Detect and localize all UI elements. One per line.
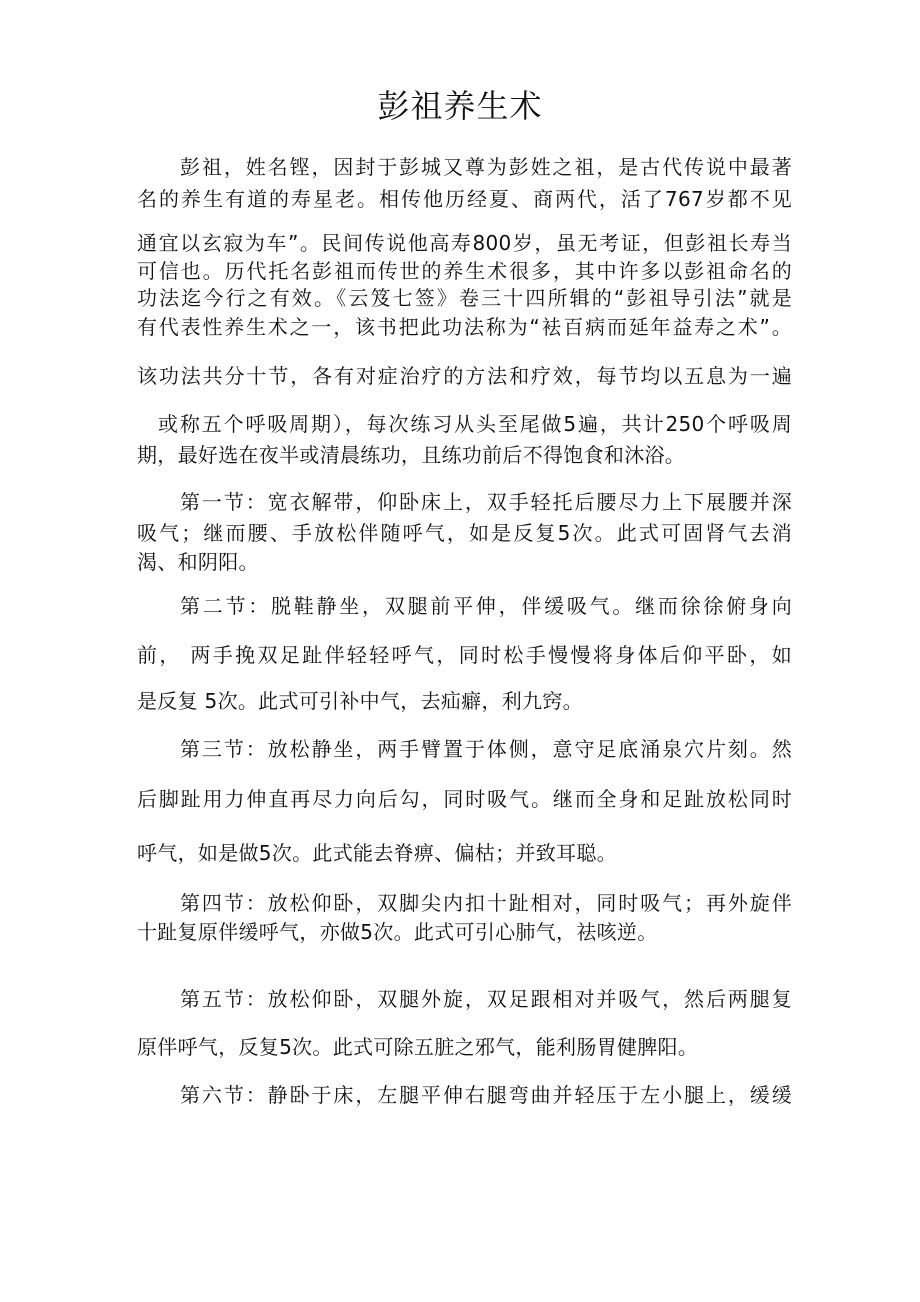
text-line: 通宜以玄寂为车”。民间传说他高寿800岁，虽无考证，但彭祖长寿当 bbox=[137, 231, 792, 255]
text-line: 是反复 5次。此式可引补中气，去疝癖，利九窍。 bbox=[137, 689, 583, 713]
text-line: 前， 两手挽双足趾伴轻轻呼气，同时松手慢慢将身体后仰平卧，如 bbox=[137, 643, 792, 667]
text-line: 原伴呼气，反复5次。此式可除五脏之邪气，能利肠胃健脾阳。 bbox=[137, 1035, 699, 1059]
text-line: 彭祖，姓名铿，因封于彭城又尊为彭姓之祖，是古代传说中最著 bbox=[180, 155, 792, 179]
text-line: 功法迄今行之有效。《云笈七签》卷三十四所辑的“彭祖导引法”就是 bbox=[137, 286, 792, 310]
text-line: 名的养生有道的寿星老。相传他历经夏、商两代，活了767岁都不见 bbox=[137, 187, 792, 211]
text-line: 有代表性养生术之一，该书把此功法称为“袪百病而延年益寿之术”。 bbox=[137, 315, 792, 339]
text-line: 可信也。历代托名彭祖而传世的养生术很多，其中许多以彭祖命名的 bbox=[137, 259, 792, 283]
text-line: 该功法共分十节，各有对症治疗的方法和疗效，每节均以五息为一遍 bbox=[137, 364, 792, 388]
document-title: 彭祖养生术 bbox=[377, 87, 543, 125]
text-line: 吸气；继而腰、手放松伴随呼气，如是反复5次。此式可固肾气去消 bbox=[137, 521, 792, 545]
text-line: 第二节：脱鞋静坐，双腿前平伸，伴缓吸气。继而徐徐俯身向 bbox=[180, 594, 792, 618]
text-line: 第五节：放松仰卧，双腿外旋，双足跟相对并吸气，然后两腿复 bbox=[180, 987, 792, 1011]
text-line: 期，最好选在夜半或清晨练功，且练功前后不得饱食和沐浴。 bbox=[137, 443, 686, 467]
text-line: 十趾复原伴缓呼气，亦做5次。此式可引心肺气，祛咳逆。 bbox=[137, 920, 658, 944]
text-line: 后脚趾用力伸直再尽力向后勾，同时吸气。继而全身和足趾放松同时 bbox=[137, 787, 792, 811]
text-line: 或称五个呼吸周期），每次练习从头至尾做5遍，共计250个呼吸周 bbox=[158, 412, 792, 436]
text-line: 渴、和阴阳。 bbox=[137, 550, 259, 574]
text-line: 第一节：宽衣解带，仰卧床上，双手轻托后腰尽力上下展腰并深 bbox=[180, 490, 792, 514]
text-line: 第四节：放松仰卧，双脚尖内扣十趾相对，同时吸气；再外旋伴 bbox=[180, 891, 792, 915]
text-line: 第六节：静卧于床，左腿平伸右腿弯曲并轻压于左小腿上，缓缓 bbox=[180, 1083, 792, 1107]
text-line: 第三节：放松静坐，两手臂置于体侧，意守足底涌泉穴片刻。然 bbox=[180, 737, 792, 761]
text-line: 呼气，如是做5次。此式能去脊痹、偏枯；并致耳聪。 bbox=[137, 841, 617, 865]
